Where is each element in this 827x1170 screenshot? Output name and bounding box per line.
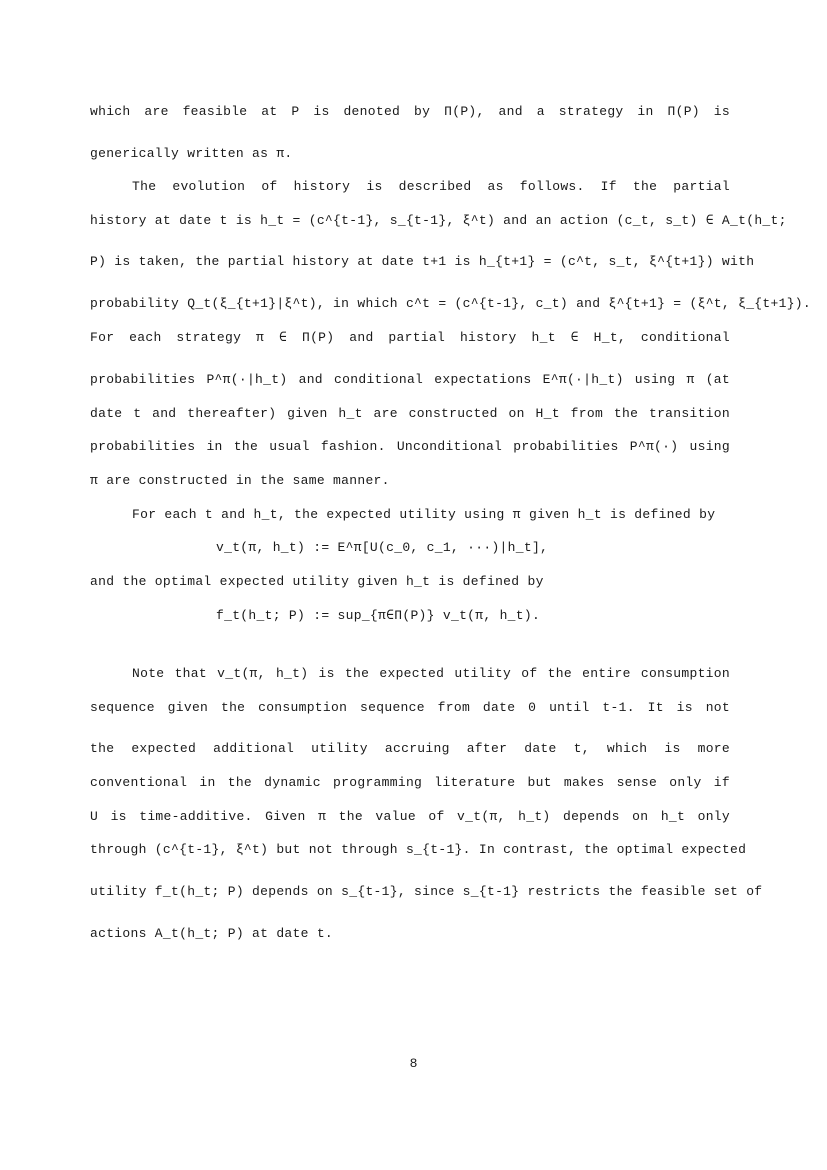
text-line-20: utility f_t(h_t; P) depends on s_{t-1}, since s_{t-1} restricts the feasible set of (90, 884, 763, 899)
text-line-13: and the optimal expected utility given h_t is defined by (90, 574, 544, 589)
text-line-15: sequence given the consumption sequence from date 0 until t-1. It is not (90, 700, 730, 715)
text-line-4: history at date t is h_t = (c^{t-1}, s_{t-1}, ξ^t) and an action (c_t, s_t) ∈ A_t(h_t; (90, 213, 787, 228)
text-line-3: The evolution of history is described as follows. If the partial (132, 179, 730, 194)
text-line-1: which are feasible at P is denoted by Π(P), and a strategy in Π(P) is (90, 104, 730, 119)
text-line-14: Note that v_t(π, h_t) is the expected utility of the entire consumption (132, 666, 730, 681)
text-line-10: probabilities in the usual fashion. Unconditional probabilities P^π(·) using (90, 439, 730, 454)
equation-expected-utility: v_t(π, h_t) := E^π[U(c_0, c_1, ···)|h_t], (216, 540, 549, 555)
text-line-5: P) is taken, the partial history at date t+1 is h_{t+1} = (c^t, s_t, ξ^{t+1}) with (90, 254, 755, 269)
text-line-12: For each t and h_t, the expected utility using π given h_t is defined by (132, 507, 716, 522)
equation-optimal-utility: f_t(h_t; P) := sup_{π∈Π(P)} v_t(π, h_t). (216, 608, 541, 623)
text-line-8: probabilities P^π(·|h_t) and conditional expectations E^π(·|h_t) using π (at (90, 372, 730, 387)
text-line-7: For each strategy π ∈ Π(P) and partial history h_t ∈ H_t, conditional (90, 330, 730, 345)
text-line-2: generically written as π. (90, 146, 293, 161)
text-line-17: conventional in the dynamic programming literature but makes sense only if (90, 775, 730, 790)
text-line-16: the expected additional utility accruing after date t, which is more (90, 741, 730, 756)
text-line-21: actions A_t(h_t; P) at date t. (90, 926, 334, 941)
text-line-11: π are constructed in the same manner. (90, 473, 390, 488)
page-number: 8 (409, 1056, 418, 1071)
text-line-6: probability Q_t(ξ_{t+1}|ξ^t), in which c^t = (c^{t-1}, c_t) and ξ^{t+1} = (ξ^t, ξ_{t+1}). (90, 296, 812, 311)
text-line-9: date t and thereafter) given h_t are constructed on H_t from the transition (90, 406, 730, 421)
text-line-19: through (c^{t-1}, ξ^t) but not through s_{t-1}. In contrast, the optimal expected (90, 842, 747, 857)
text-line-18: U is time-additive. Given π the value of v_t(π, h_t) depends on h_t only (90, 809, 730, 824)
